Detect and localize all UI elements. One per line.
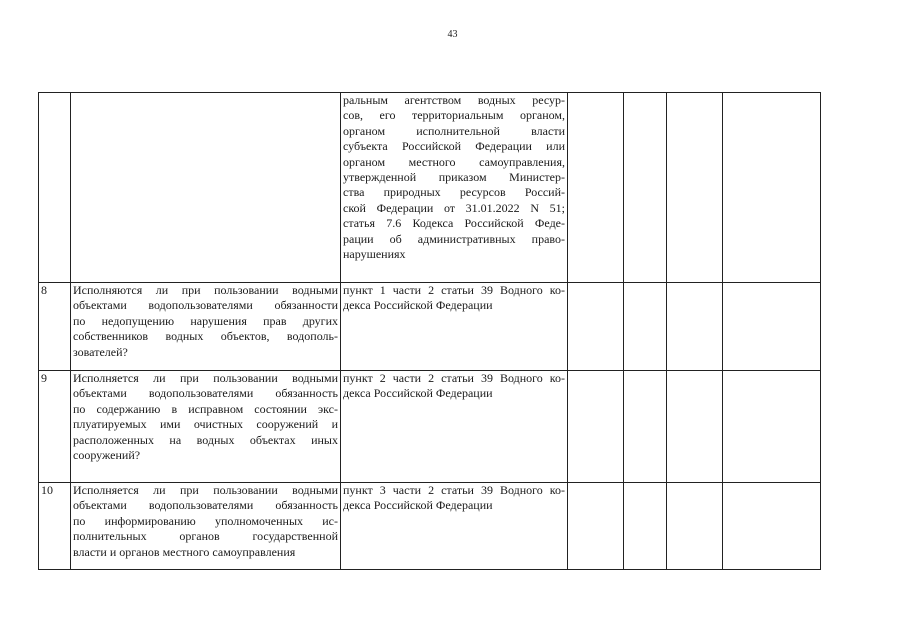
empty-cell bbox=[723, 93, 821, 283]
legal-basis-line: статья 7.6 Кодекса Российской Феде- bbox=[343, 216, 565, 231]
question-text-line: собственников водных объектов, водополь- bbox=[73, 329, 338, 344]
legal-basis-line: декса Российской Федерации bbox=[343, 298, 493, 313]
legal-basis-line: декса Российской Федерации bbox=[343, 498, 493, 513]
question-text-line: объектами водопользователями обязанности bbox=[73, 298, 338, 313]
legal-basis-line: сов, его территориальным органом, bbox=[343, 108, 565, 123]
table-row bbox=[39, 371, 821, 483]
empty-cell bbox=[624, 371, 667, 483]
legal-basis-line: органом исполнительной власти bbox=[343, 123, 565, 138]
empty-cell bbox=[624, 483, 667, 570]
legal-basis-line: пункт 1 части 2 статьи 39 Водного ко- bbox=[343, 283, 565, 297]
question-text-cell bbox=[71, 283, 341, 371]
row-number-cell bbox=[39, 93, 71, 283]
row-number: 9 bbox=[41, 371, 47, 385]
question-text-line: объектами водопользователями обязанность bbox=[73, 498, 338, 513]
empty-cell bbox=[723, 483, 821, 570]
question-text-line: расположенных на водных объектах иных bbox=[73, 432, 338, 447]
row-number-cell bbox=[39, 483, 71, 570]
table-row bbox=[39, 283, 821, 371]
empty-cell bbox=[667, 483, 723, 570]
empty-cell bbox=[667, 283, 723, 371]
legal-basis-line: декса Российской Федерации bbox=[343, 386, 493, 401]
empty-cell bbox=[624, 93, 667, 283]
legal-basis-line: субъекта Российской Федерации или bbox=[343, 139, 565, 154]
checklist-table bbox=[38, 92, 821, 570]
question-text-line: зователей? bbox=[73, 344, 128, 359]
legal-basis-line: нарушениях bbox=[343, 247, 406, 262]
empty-cell bbox=[568, 483, 624, 570]
empty-cell bbox=[723, 371, 821, 483]
question-text-line: объектами водопользователями обязанность bbox=[73, 386, 338, 401]
row-number: 10 bbox=[41, 483, 53, 497]
question-text-cell bbox=[71, 371, 341, 483]
legal-basis-line: органом местного самоуправления, bbox=[343, 154, 565, 169]
legal-basis-cell bbox=[341, 93, 568, 283]
legal-basis-line: пункт 2 части 2 статьи 39 Водного ко- bbox=[343, 371, 565, 385]
question-text-cell bbox=[71, 483, 341, 570]
question-text-line: по недопущению нарушения прав других bbox=[73, 313, 338, 328]
empty-cell bbox=[568, 93, 624, 283]
table-row bbox=[39, 483, 821, 570]
empty-cell bbox=[568, 283, 624, 371]
row-number-cell bbox=[39, 283, 71, 371]
question-text-line: по содержанию в исправном состоянии экс- bbox=[73, 401, 338, 416]
empty-cell bbox=[624, 283, 667, 371]
question-text-line: Исполняются ли при пользовании водными bbox=[73, 283, 338, 297]
empty-cell bbox=[667, 371, 723, 483]
question-text-line: полнительных органов государственной bbox=[73, 529, 338, 544]
table-row bbox=[39, 93, 821, 283]
empty-cell bbox=[568, 371, 624, 483]
legal-basis-cell bbox=[341, 483, 568, 570]
question-text-cell bbox=[71, 93, 341, 283]
legal-basis-line: ральным агентством водных ресур- bbox=[343, 93, 565, 107]
legal-basis-line: утвержденной приказом Министер- bbox=[343, 170, 565, 185]
page-number: 43 bbox=[447, 29, 458, 40]
legal-basis-line: ства природных ресурсов Россий- bbox=[343, 185, 565, 200]
row-number: 8 bbox=[41, 283, 47, 297]
question-text-line: власти и органов местного самоуправления bbox=[73, 544, 296, 559]
empty-cell bbox=[667, 93, 723, 283]
question-text-line: по информированию уполномоченных ис- bbox=[73, 513, 338, 528]
question-text-line: Исполняется ли при пользовании водными bbox=[73, 483, 338, 497]
legal-basis-line: ской Федерации от 31.01.2022 N 51; bbox=[343, 200, 565, 215]
question-text-line: Исполняется ли при пользовании водными bbox=[73, 371, 338, 385]
question-text-line: плуатируемых ими очистных сооружений и bbox=[73, 417, 338, 432]
legal-basis-cell bbox=[341, 371, 568, 483]
legal-basis-line: пункт 3 части 2 статьи 39 Водного ко- bbox=[343, 483, 565, 497]
row-number-cell bbox=[39, 371, 71, 483]
empty-cell bbox=[723, 283, 821, 371]
question-text-line: сооружений? bbox=[73, 448, 141, 463]
legal-basis-cell bbox=[341, 283, 568, 371]
legal-basis-line: рации об административных право- bbox=[343, 231, 565, 246]
